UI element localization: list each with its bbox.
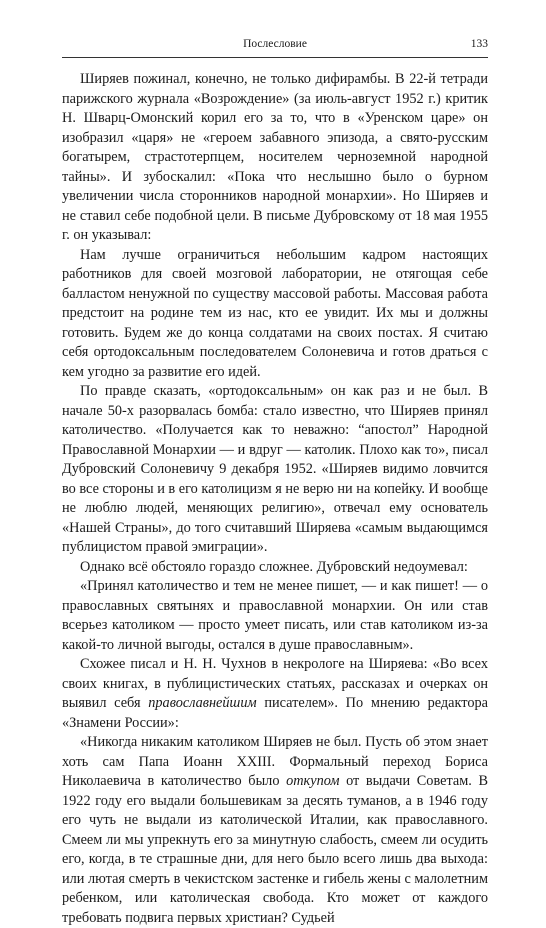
running-header-title: Послесловие [243,38,307,50]
paragraph-text: Схожее писал и Н. Н. Чухнов в некрологе на Ширяева: «Во всех своих книгах, в публицистических статьях, рассказах и очерках он выявил себя [62,656,488,711]
block-quote: «Принял католичество и тем не менее пишет, — и как пишет! — о православных святынях и православной монархии. Он или став всерьез католиком — просто умеет писать, или став католиком из-за какой-то личной выгоды, остался в душе православным». [62,578,488,653]
block-quote: Нам лучше ограничиться небольшим кадром настоящих работников для своей мозговой лаборатории, не отягощая себе балластом ненужной по существу массовой работы. Массовая работа предстоит на родине тем из нас, кто ее увидит. Их мы и должны готовить. Будем же до конца солдатами на своих постах. Я считаю себя ортодоксальным последователем Солоневича и готов драться с кем угодно за развитие его идей. [62,246,488,380]
paragraph [62,655,488,733]
running-header [62,38,488,56]
page-number: 133 [470,38,488,50]
header-rule [62,57,488,58]
emphasis: православнейшим [148,695,257,711]
block-quote [62,733,488,928]
main-text [62,70,488,928]
quote-text: от выдачи Советам. В 1922 году его выдали большевикам за десять туманов, а в 1946 году его чуть не выдали из католической Италии, как православного. Смеем ли мы упрекнуть его за минутную слабость, смеем ли осудить его, когда, в те страшные дни, для него было всего лишь два выхода: или лютая смерть в чекистском застенке и гибель жены с малолетним ребенком, или католическая свобода. Кто может от каждого требовать подвига первых христиан? Судьей [62,773,488,926]
emphasis: откупом [286,773,340,789]
paragraph-text: писателем». По мнению редактора «Знамени России»: [62,695,488,731]
paragraph: Ширяев пожинал, конечно, не только дифирамбы. В 22-й тетради парижского журнала «Возрождение» (за июль-август 1952 г.) критик Н. Шварц-Омонский корил его за то, что в «Уренском царе» он изобразил «царя» не «героем забавного эпизода, а свято-русским богатырем, страстотерпцем, носителем черноземной народной тайны». И зубоскалил: «Пока что неслышно было о бурном увеличении числа сторонников народной монархии». Но Ширяев и не ставил себе подобной цели. В письме Дубровскому от 18 мая 1955 г. он указывал: [62,71,488,243]
paragraph: По правде сказать, «ортодоксальным» он как раз и не был. В начале 50-х разорвалась бомба: стало известно, что Ширяев принял католичество. «Получается как то неважно: “апостол” Народной Православной Монархии — и вдруг — католик. Плохо как то», писал Дубровский Солоневичу 9 декабря 1952. «Ширяев видимо ловчится во все стороны и в его католицизм я не верю ни на копейку. И вообще не люблю людей, меняющих религию», отвечал ему основатель «Нашей Страны», до того считавший Ширяева «самым выдающимся публицистом правой эмиграции». [62,383,488,555]
quote-text: «Никогда никаким католиком Ширяев не был. Пусть об этом знает хоть сам Папа Иоанн XXIII. Формальный переход Бориса Николаевича в католичество было [62,734,488,789]
paragraph: Однако всё обстояло гораздо сложнее. Дубровский недоумевал: [80,558,468,575]
